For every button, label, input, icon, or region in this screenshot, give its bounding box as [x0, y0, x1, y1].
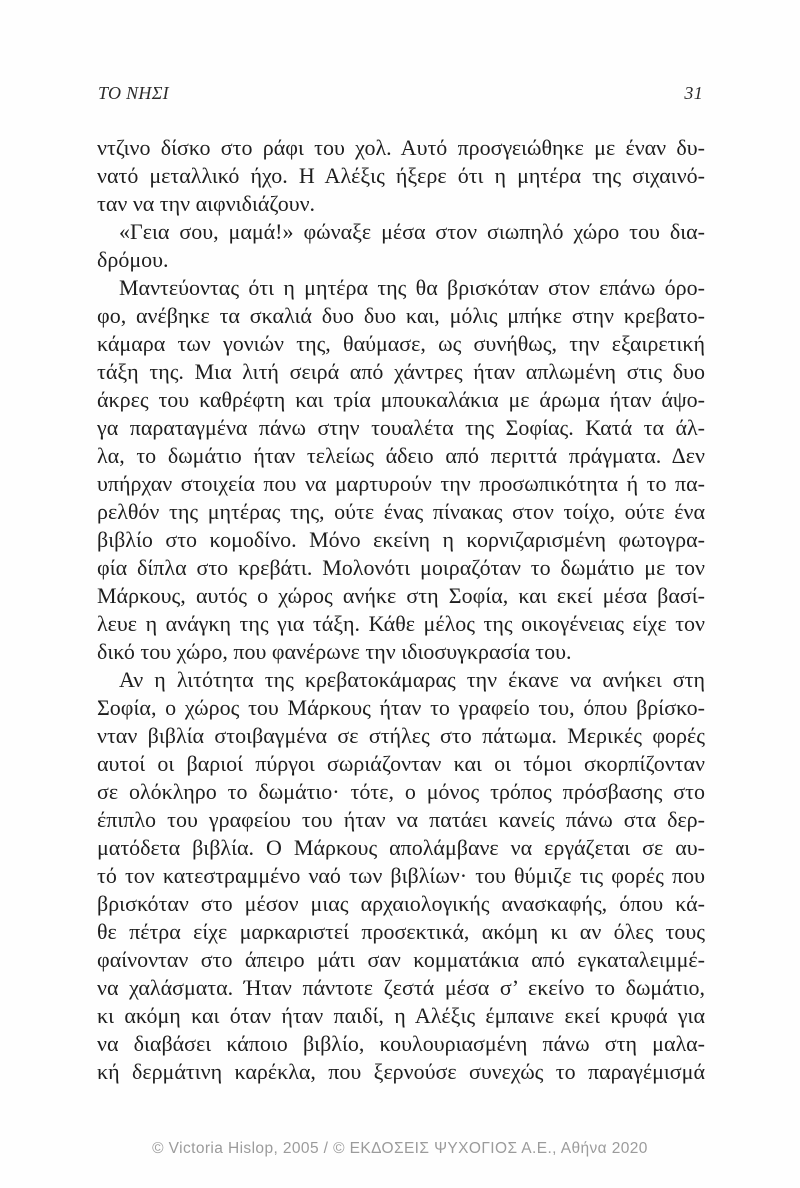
text-line: ματόδετα βιβλία. Ο Μάρκους απολάμβανε να εργάζεται σε αυ- — [97, 835, 705, 860]
text-line: λα, το δωμάτιο ήταν τελείως άδειο από περιττά πράγματα. Δεν — [97, 443, 705, 468]
text-line: θε πέτρα είχε μαρκαριστεί προσεκτικά, ακόμη κι αν όλες τους — [97, 919, 705, 944]
text-line: φο, ανέβηκε τα σκαλιά δυο δυο και, μόλις μπήκε στην κρεβατο- — [97, 303, 705, 328]
text-line: «Γεια σου, μαμά!» φώναξε μέσα στον σιωπηλό χώρο του δια- — [119, 219, 705, 244]
text-line: Σοφία, ο χώρος του Μάρκους ήταν το γραφείο του, όπου βρίσκο- — [97, 695, 705, 720]
book-title: ΤΟ ΝΗΣΙ — [98, 83, 169, 103]
text-line: ντζινο δίσκο στο ράφι του χολ. Αυτό προσγειώθηκε με έναν δυ- — [97, 135, 705, 160]
text-line: υπήρχαν στοιχεία που να μαρτυρούν την προσωπικότητα ή το πα- — [97, 471, 705, 496]
text-line: φαίνονταν στο άπειρο μάτι σαν κομματάκια από εγκαταλειμμέ- — [97, 947, 705, 972]
text-line: κι ακόμη και όταν ήταν παιδί, η Αλέξις έμπαινε εκεί κρυφά για — [97, 1003, 705, 1028]
text-line: τάξη της. Μια λιτή σειρά από χάντρες ήταν απλωμένη στις δυο — [97, 359, 705, 384]
text-line: έπιπλο του γραφείου του ήταν να πατάει κανείς πάνω στα δερ- — [97, 807, 705, 832]
text-line: Μαντεύοντας ότι η μητέρα της θα βρισκόταν στον επάνω όρο- — [119, 275, 705, 300]
copyright-credit: © Victoria Hislop, 2005 / © ΕΚΔΟΣΕΙΣ ΨΥΧΟΓΙΟΣ Α.Ε., Αθήνα 2020 — [152, 1140, 648, 1157]
text-line: κή δερμάτινη καρέκλα, που ξερνούσε συνεχώς το παραγέμισμά — [97, 1059, 705, 1084]
text-line: λευε η ανάγκη της για τάξη. Κάθε μέλος της οικογένειας είχε τον — [97, 611, 705, 636]
page-footer — [0, 1140, 800, 1158]
text-line: να διαβάσει κάποιο βιβλίο, κουλουριασμένη πάνω στη μαλα- — [97, 1031, 705, 1056]
text-line: Μάρκους, αυτός ο χώρος ανήκε στη Σοφία, και εκεί μέσα βασί- — [97, 583, 705, 608]
text-line: να χαλάσματα. Ήταν πάντοτε ζεστά μέσα σ’ εκείνο το δωμάτιο, — [97, 975, 705, 1000]
text-line: σε ολόκληρο το δωμάτιο· τότε, ο μόνος τρόπος πρόσβασης στο — [97, 779, 705, 804]
text-line: βρισκόταν στο μέσον μιας αρχαιολογικής ανασκαφής, όπου κά- — [97, 891, 705, 916]
text-line: βιβλίο στο κομοδίνο. Μόνο εκείνη η κορνιζαρισμένη φωτογρα- — [97, 527, 705, 552]
text-line: ρελθόν της μητέρας της, ούτε ένας πίνακας στον τοίχο, ούτε ένα — [97, 499, 705, 524]
text-line: νταν βιβλία στοιβαγμένα σε στήλες στο πάτωμα. Μερικές φορές — [97, 723, 705, 748]
text-line: άκρες του καθρέφτη και τρία μπουκαλάκια με άρωμα ήταν άψο- — [97, 387, 705, 412]
text-line: φία δίπλα στο κρεβάτι. Μολονότι μοιραζόταν το δωμάτιο με τον — [97, 555, 705, 580]
text-line: δικό του χώρο, που φανέρωνε την ιδιοσυγκρασία του. — [97, 639, 572, 664]
text-line: αυτοί οι βαριοί πύργοι σωριάζονταν και οι τόμοι σκορπίζονταν — [97, 751, 705, 776]
text-line: τό τον κατεστραμμένο ναό των βιβλίων· του θύμιζε τις φορές που — [97, 863, 705, 888]
text-line: γα παραταγμένα πάνω στην τουαλέτα της Σοφίας. Κατά τα άλ- — [97, 415, 705, 440]
text-line: κάμαρα των γονιών της, θαύμασε, ως συνήθως, την εξαιρετική — [97, 331, 705, 356]
text-line: νατό μεταλλικό ήχο. Η Αλέξις ήξερε ότι η μητέρα της σιχαινό- — [97, 163, 705, 188]
text-line: δρόμου. — [97, 247, 169, 272]
body-text — [97, 134, 705, 1086]
page-number: 31 — [684, 83, 703, 103]
text-line: Αν η λιτότητα της κρεβατοκάμαρας την έκανε να ανήκει στη — [119, 667, 705, 692]
text-line: ταν να την αιφνιδιάζουν. — [97, 191, 316, 216]
running-head — [98, 83, 703, 104]
